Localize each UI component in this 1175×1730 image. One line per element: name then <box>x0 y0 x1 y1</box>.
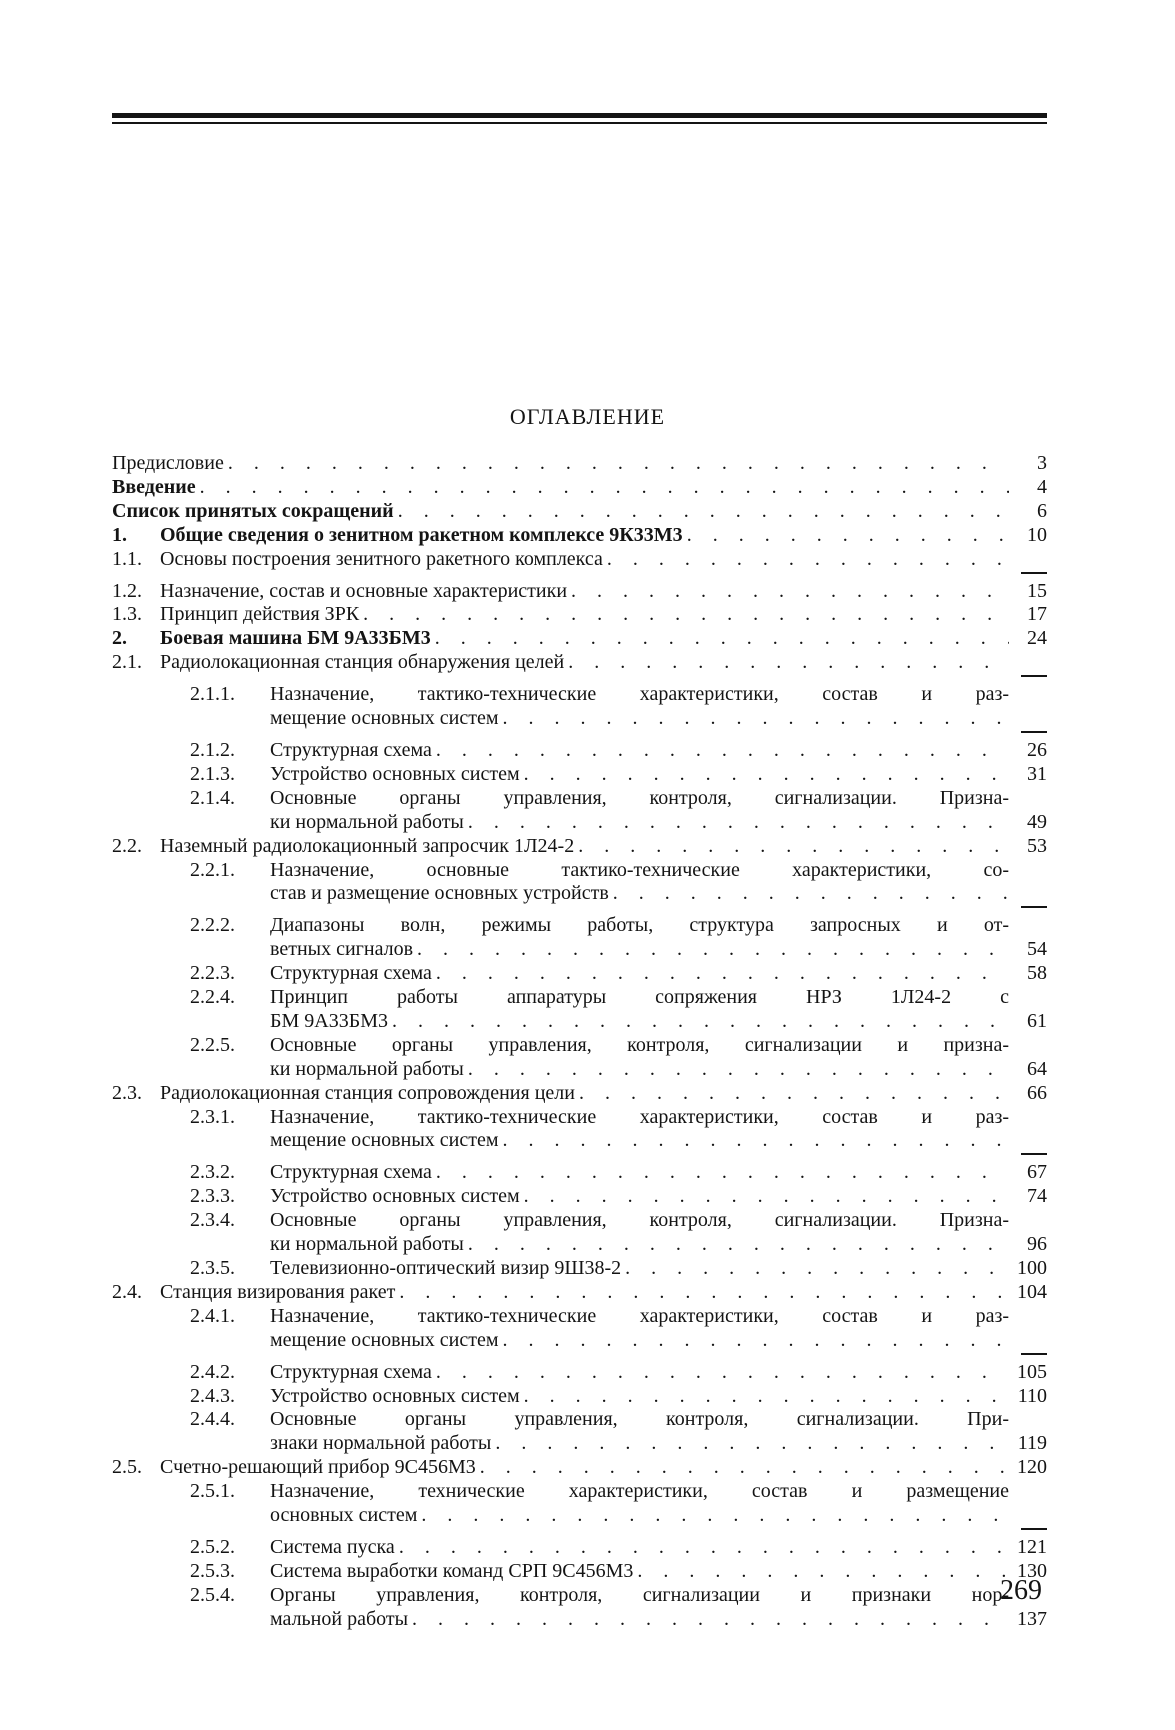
toc-entry-title: Система выработки команд СРП 9С456М3 <box>270 1559 634 1582</box>
toc-entry-page: 104 <box>1017 1280 1047 1303</box>
toc-entry-number: 2.4.3. <box>190 1384 235 1407</box>
toc-entry <box>112 580 1047 604</box>
toc-entry-title: Устройство основных систем <box>270 1384 520 1407</box>
toc-entry-title: ки нормальной работы <box>270 1233 464 1256</box>
toc-entry <box>112 1408 1047 1456</box>
leader-dots <box>495 1432 1009 1456</box>
page-dash <box>1021 548 1047 574</box>
toc-entry <box>112 1385 1047 1409</box>
leader-dots <box>578 835 1009 859</box>
toc-entry-title: Назначение, тактико-технические характеристики, состав и раз- <box>270 1304 1009 1327</box>
toc-entry-page: 24 <box>1027 627 1047 650</box>
toc-entry-page: 110 <box>1017 1384 1047 1407</box>
toc-entry-title: основных систем <box>270 1504 418 1527</box>
toc-entry-page: 130 <box>1017 1559 1047 1582</box>
toc-entry <box>112 1257 1047 1281</box>
toc-entry <box>112 1161 1047 1185</box>
leader-dots <box>435 627 1009 651</box>
leader-dots <box>503 1129 1010 1153</box>
toc-entry <box>112 683 1047 739</box>
toc-entry-number: 2.5. <box>112 1456 142 1479</box>
toc-entry-title: БМ 9А33БМ3 <box>270 1009 388 1032</box>
toc-entry <box>112 914 1047 962</box>
toc-entry-number: 2.4.2. <box>190 1360 235 1383</box>
leader-dots <box>392 1010 1009 1034</box>
leader-dots <box>421 1504 1009 1528</box>
leader-dots <box>436 739 1009 763</box>
leader-dots <box>625 1257 1009 1281</box>
leader-dots <box>503 707 1010 731</box>
toc-entry-title: Основные органы управления, контроля, сигнализации. При- <box>270 1408 1009 1431</box>
toc-entry-title: Назначение, основные тактико-технические характеристики, со- <box>270 858 1009 881</box>
toc-entry-title: Станция визирования ракет <box>160 1280 396 1303</box>
leader-dots <box>363 603 1009 627</box>
top-rule-thin <box>112 122 1047 124</box>
toc-entry-number: 1. <box>112 523 127 546</box>
leader-dots <box>568 651 1009 675</box>
page-dash <box>1021 651 1047 677</box>
toc-entry-page: 17 <box>1027 603 1047 626</box>
page-dash <box>1021 1504 1047 1530</box>
toc-entry-number: 2.4. <box>112 1280 142 1303</box>
page-title: ОГЛАВЛЕНИЕ <box>509 404 666 429</box>
leader-dots <box>524 1385 1009 1409</box>
leader-dots <box>687 524 1009 548</box>
leader-dots <box>417 938 1009 962</box>
toc-entry-title: Структурная схема <box>270 962 432 985</box>
toc-entry-page: 96 <box>1027 1233 1047 1256</box>
toc-entry-title: Устройство основных систем <box>270 762 520 785</box>
toc-entry-title: Основные органы управления, контроля, сигнализации. Призна- <box>270 1209 1009 1232</box>
toc-entry <box>112 859 1047 915</box>
toc-entry-number: 2.2.1. <box>190 858 235 881</box>
toc-entry <box>112 763 1047 787</box>
toc-entry-page: 6 <box>1037 499 1047 522</box>
toc-entry-page <box>1013 1129 1047 1161</box>
toc-entry-title: мещение основных систем <box>270 1129 499 1152</box>
table-of-contents <box>112 452 1047 1632</box>
toc-entry <box>112 627 1047 651</box>
toc-entry-title: мещение основных систем <box>270 1328 499 1351</box>
toc-entry-title: Предисловие <box>112 452 224 474</box>
toc-entry <box>112 1281 1047 1305</box>
toc-entry-page: 31 <box>1027 762 1047 785</box>
toc-entry-page: 61 <box>1027 1009 1047 1032</box>
toc-entry <box>112 452 1047 476</box>
toc-entry-number: 2.1.1. <box>190 683 235 706</box>
toc-entry-title: Органы управления, контроля, сигнализации и признаки нор- <box>270 1583 1009 1606</box>
toc-entry <box>112 476 1047 500</box>
toc-entry-title: Назначение, тактико-технические характеристики, состав и раз- <box>270 1105 1009 1128</box>
toc-entry-title: Назначение, состав и основные характеристики <box>160 579 568 602</box>
leader-dots <box>436 1161 1009 1185</box>
toc-entry-number: 2.4.1. <box>190 1304 235 1327</box>
toc-entry-page: 49 <box>1027 810 1047 833</box>
toc-entry-title: Наземный радиолокационный запросчик 1Л24-2 <box>160 834 575 857</box>
toc-entry-title: Структурная схема <box>270 1360 432 1383</box>
leader-dots <box>468 1058 1009 1082</box>
leader-dots <box>436 1361 1009 1385</box>
toc-entry-number: 2.2. <box>112 834 142 857</box>
leader-dots <box>399 1536 1009 1560</box>
toc-entry-number: 2.2.5. <box>190 1033 235 1056</box>
toc-entry <box>112 739 1047 763</box>
toc-entry-page: 120 <box>1017 1456 1047 1479</box>
page-number: 269 <box>1000 1575 1042 1606</box>
toc-entry <box>112 1456 1047 1480</box>
toc-entry-page <box>1013 651 1047 683</box>
toc-entry-title: ветных сигналов <box>270 938 414 961</box>
toc-entry <box>112 835 1047 859</box>
toc-entry-page: 137 <box>1017 1607 1047 1630</box>
toc-entry-page: 15 <box>1027 579 1047 602</box>
toc-entry-number: 2.3.2. <box>190 1161 235 1184</box>
toc-entry-number: 2.3.5. <box>190 1257 235 1279</box>
toc-entry-page: 26 <box>1027 738 1047 761</box>
toc-entry <box>112 1361 1047 1385</box>
toc-entry <box>112 787 1047 835</box>
toc-entry-title: Структурная схема <box>270 738 432 761</box>
toc-entry-number: 2.1.4. <box>190 786 235 809</box>
toc-entry-number: 2.2.3. <box>190 962 235 985</box>
toc-entry-number: 2.3.4. <box>190 1209 235 1232</box>
toc-entry-page: 74 <box>1027 1185 1047 1208</box>
toc-entry-title: Основные органы управления, контроля, сигнализации и призна- <box>270 1033 1009 1056</box>
toc-entry-page: 10 <box>1027 523 1047 546</box>
toc-entry-title: Назначение, тактико-технические характеристики, состав и раз- <box>270 683 1009 706</box>
toc-entry-page: 100 <box>1017 1257 1047 1279</box>
toc-entry <box>112 500 1047 524</box>
toc-entry <box>112 1209 1047 1257</box>
toc-entry-title: Радиолокационная станция сопровождения цели <box>160 1081 575 1104</box>
leader-dots <box>399 1281 1009 1305</box>
toc-entry <box>112 524 1047 548</box>
toc-entry-title: мещение основных систем <box>270 707 499 730</box>
toc-entry-title: Структурная схема <box>270 1161 432 1184</box>
toc-entry-number: 2.3.1. <box>190 1105 235 1128</box>
toc-entry <box>112 1305 1047 1361</box>
toc-entry-title: Устройство основных систем <box>270 1185 520 1208</box>
leader-dots <box>503 1329 1010 1353</box>
toc-entry-number: 1.3. <box>112 603 142 626</box>
toc-entry <box>112 1185 1047 1209</box>
toc-entry <box>112 986 1047 1034</box>
toc-entry-page: 121 <box>1017 1535 1047 1558</box>
toc-entry-title: знаки нормальной работы <box>270 1432 492 1455</box>
toc-entry <box>112 1536 1047 1560</box>
leader-dots <box>228 452 1009 476</box>
toc-entry <box>112 651 1047 683</box>
toc-entry-title: Основные органы управления, контроля, сигнализации. Призна- <box>270 786 1009 809</box>
toc-entry-title: Введение <box>112 475 196 498</box>
leader-dots <box>436 962 1009 986</box>
toc-entry-number: 2.3.3. <box>190 1185 235 1208</box>
toc-entry-number: 2.5.4. <box>190 1583 235 1606</box>
toc-entry <box>112 1034 1047 1082</box>
leader-dots <box>200 476 1009 500</box>
toc-entry-number: 2.3. <box>112 1081 142 1104</box>
toc-entry-page: 53 <box>1027 834 1047 857</box>
leader-dots <box>613 882 1009 906</box>
toc-entry-number: 2.1.2. <box>190 738 235 761</box>
page-dash <box>1021 707 1047 733</box>
toc-entry-title: Принцип действия ЗРК <box>160 603 360 626</box>
toc-entry-number: 2.2.4. <box>190 986 235 1009</box>
toc-entry-title: Основы построения зенитного ракетного комплекса <box>160 547 603 570</box>
toc-entry-title: став и размещение основных устройств <box>270 882 609 905</box>
toc-entry-page: 54 <box>1027 938 1047 961</box>
leader-dots <box>524 763 1009 787</box>
toc-entry-number: 2.5.2. <box>190 1535 235 1558</box>
toc-entry-page <box>1013 707 1047 739</box>
toc-entry-title: Общие сведения о зенитном ракетном комплексе 9К33М3 <box>160 523 683 546</box>
page-dash <box>1021 1329 1047 1355</box>
leader-dots <box>524 1185 1009 1209</box>
toc-entry-title: ки нормальной работы <box>270 810 464 833</box>
toc-entry <box>112 1560 1047 1584</box>
toc-entry <box>112 1584 1047 1632</box>
leader-dots <box>480 1456 1009 1480</box>
toc-entry-page: 66 <box>1027 1081 1047 1104</box>
toc-entry-title: Список принятых сокращений <box>112 499 394 522</box>
toc-entry-title: Система пуска <box>270 1535 395 1558</box>
toc-entry-page: 105 <box>1017 1360 1047 1383</box>
toc-entry-title: Назначение, технические характеристики, состав и размещение <box>270 1480 1009 1503</box>
toc-entry-title: Радиолокационная станция обнаружения целей <box>160 651 565 674</box>
leader-dots <box>398 500 1009 524</box>
page-dash <box>1021 882 1047 908</box>
toc-entry-page <box>1013 1329 1047 1361</box>
toc-entry-page: 119 <box>1017 1432 1047 1455</box>
toc-entry <box>112 1480 1047 1536</box>
leader-dots <box>468 1233 1009 1257</box>
toc-entry-page: 58 <box>1027 962 1047 985</box>
toc-entry-page: 4 <box>1037 475 1047 498</box>
toc-entry-page: 3 <box>1037 452 1047 474</box>
leader-dots <box>468 811 1009 835</box>
toc-entry-title: Диапазоны волн, режимы работы, структура запросных и от- <box>270 914 1009 937</box>
page-dash <box>1021 1129 1047 1155</box>
toc-entry <box>112 603 1047 627</box>
top-rule-thick <box>112 113 1047 118</box>
toc-entry-number: 2.5.1. <box>190 1480 235 1503</box>
toc-entry-number: 2.1. <box>112 651 142 674</box>
toc-entry-title: ки нормальной работы <box>270 1057 464 1080</box>
toc-entry-title: Телевизионно-оптический визир 9Ш38-2 <box>270 1257 622 1279</box>
leader-dots <box>607 548 1009 572</box>
toc-entry-number: 2.4.4. <box>190 1408 235 1431</box>
toc-entry-number: 2.5.3. <box>190 1559 235 1582</box>
leader-dots <box>637 1560 1009 1584</box>
toc-entry-page <box>1013 882 1047 914</box>
toc-entry-number: 2. <box>112 627 127 650</box>
toc-entry-page: 67 <box>1027 1161 1047 1184</box>
toc-entry-number: 1.2. <box>112 579 142 602</box>
toc-entry <box>112 548 1047 580</box>
leader-dots <box>412 1608 1009 1632</box>
toc-entry-number: 2.2.2. <box>190 914 235 937</box>
toc-entry-title: Счетно-решающий прибор 9С456М3 <box>160 1456 476 1479</box>
toc-entry-title: мальной работы <box>270 1607 409 1630</box>
toc-entry <box>112 1082 1047 1106</box>
toc-entry-number: 2.1.3. <box>190 762 235 785</box>
toc-entry <box>112 962 1047 986</box>
leader-dots <box>579 1082 1009 1106</box>
toc-entry-number: 1.1. <box>112 547 142 570</box>
toc-entry-title: Боевая машина БМ 9А33БМ3 <box>160 627 431 650</box>
toc-entry <box>112 1106 1047 1162</box>
toc-entry-page <box>1013 1504 1047 1536</box>
toc-entry-title: Принцип работы аппаратуры сопряжения НРЗ 1Л24-2 с <box>270 986 1009 1009</box>
toc-entry-page: 64 <box>1027 1057 1047 1080</box>
toc-entry-page <box>1013 548 1047 580</box>
leader-dots <box>571 580 1009 604</box>
